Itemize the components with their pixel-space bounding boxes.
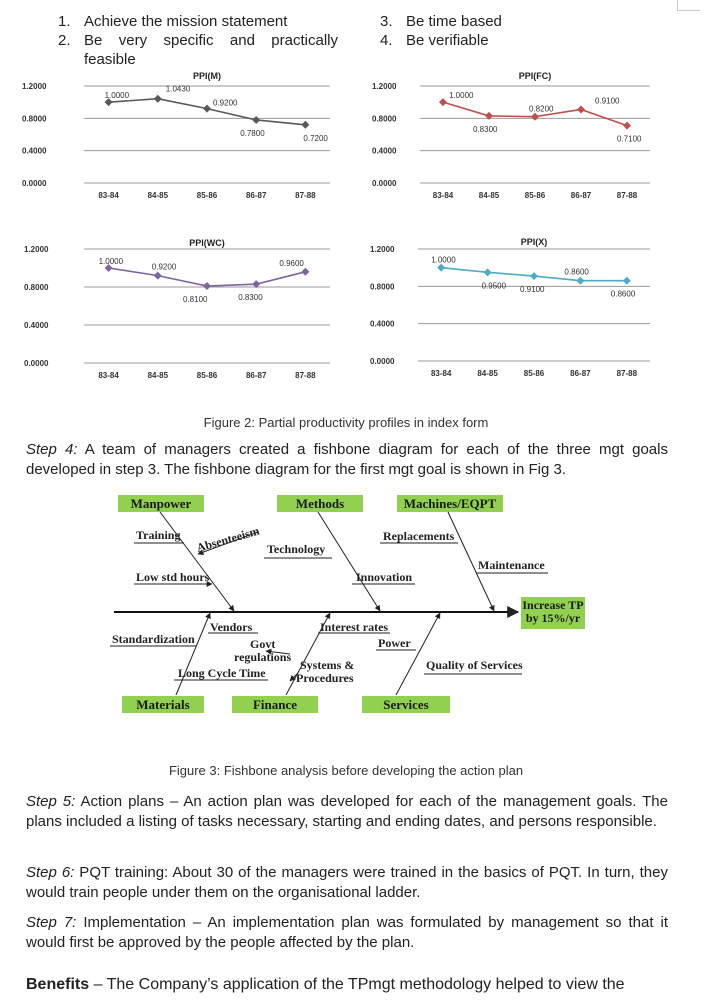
- list-item: 4. Be verifiable: [380, 32, 489, 49]
- data-label: 1.0430: [165, 84, 191, 94]
- ppi-charts: [0, 64, 720, 394]
- y-tick-label: 0.0000: [372, 179, 397, 188]
- data-label: 0.8600: [564, 267, 589, 277]
- step7-label: Step 7:: [26, 914, 77, 931]
- cause-long-cycle-time: Long Cycle Time: [178, 666, 266, 680]
- criteria-list-left: [58, 12, 348, 69]
- data-point: [439, 98, 447, 106]
- step6-text: PQT training: About 30 of the managers were trained in the basics of PQT. In turn, they would train people under them on the organisational ladder.: [26, 864, 668, 901]
- cause-quality-of-services: Quality of Services: [426, 658, 523, 672]
- data-label: 0.7200: [303, 133, 328, 143]
- y-tick-label: 0.0000: [22, 179, 47, 188]
- cause-systems: Systems &: [300, 658, 355, 672]
- data-point: [203, 105, 211, 113]
- x-tick-label: 85-86: [196, 191, 218, 200]
- y-tick-label: 0.4000: [24, 321, 49, 330]
- cause-technology: Technology: [267, 542, 326, 556]
- category-finance: Finance: [252, 697, 298, 712]
- cause-absenteeism: Absenteeism: [194, 523, 261, 555]
- cause-procedures: Procedures: [296, 671, 354, 685]
- bone-services: [396, 613, 440, 695]
- data-label: 0.9200: [213, 98, 238, 108]
- figure3-caption: Figure 3: Fishbone analysis before developing the action plan: [168, 763, 524, 778]
- step4-label: Step 4:: [26, 441, 78, 458]
- y-tick-label: 1.2000: [22, 82, 47, 91]
- cause-regulations: regulations: [234, 650, 292, 664]
- figure2-caption: Figure 2: Partial productivity profiles in index form: [203, 415, 489, 430]
- effect-line1: Increase TP: [522, 598, 584, 612]
- step7-paragraph: [26, 913, 668, 953]
- x-tick-label: 87-88: [616, 369, 638, 378]
- y-tick-label: 0.4000: [370, 319, 395, 329]
- step7-text: Implementation – An implementation plan was formulated by management so that it would first be approved by the people affected by the plan.: [26, 914, 668, 951]
- data-label: 1.0000: [449, 91, 474, 101]
- page-corner-mark: [677, 0, 700, 11]
- x-tick-label: 87-88: [295, 371, 316, 380]
- criteria-list-right: [380, 12, 580, 50]
- cause-govt: Govt: [250, 637, 276, 651]
- benefits-text: – The Company’s application of the TPmgt methodology helped to view the: [89, 976, 625, 993]
- x-tick-label: 84-85: [147, 371, 169, 380]
- benefits-paragraph: [26, 975, 668, 995]
- data-label: 0.8200: [529, 104, 554, 114]
- step6-label: Step 6:: [26, 864, 75, 881]
- data-label: 1.0000: [431, 255, 456, 265]
- y-tick-label: 0.4000: [372, 146, 397, 156]
- benefits-label: Benefits: [26, 976, 90, 993]
- cause-standardization: Standardization: [112, 632, 195, 646]
- step6-paragraph: [26, 863, 668, 903]
- category-services: Services: [383, 697, 429, 712]
- chart-title: PPI(WC): [189, 238, 225, 248]
- category-machines-eqpt: Machines/EQPT: [403, 496, 497, 511]
- x-tick-label: 85-86: [196, 371, 218, 380]
- data-label: 0.7100: [617, 134, 642, 144]
- x-tick-label: 84-85: [478, 191, 500, 200]
- x-tick-label: 83-84: [430, 369, 452, 378]
- y-tick-label: 0.4000: [22, 146, 47, 156]
- y-tick-label: 0.8000: [372, 114, 397, 124]
- cause-training: Training: [136, 528, 181, 542]
- data-label: 0.7800: [240, 128, 265, 138]
- bone-manpower: [160, 512, 234, 611]
- y-tick-label: 0.0000: [370, 357, 395, 366]
- data-label: 0.8300: [473, 124, 498, 134]
- category-methods: Methods: [295, 496, 345, 511]
- list-item: 2. Be very specific and practically feasible: [58, 32, 338, 68]
- data-label: 1.0000: [104, 91, 130, 101]
- x-tick-label: 83-84: [98, 371, 119, 380]
- category-manpower: Manpower: [130, 496, 192, 511]
- chart-title: PPI(M): [193, 71, 221, 81]
- y-tick-label: 1.2000: [24, 245, 49, 254]
- cause-low-std-hours: Low std hours: [136, 570, 210, 584]
- data-point: [623, 277, 631, 285]
- step5-label: Step 5:: [26, 793, 76, 810]
- x-tick-label: 83-84: [432, 191, 454, 200]
- data-point: [437, 264, 445, 272]
- cause-replacements: Replacements: [383, 529, 455, 543]
- y-tick-label: 0.8000: [24, 283, 49, 292]
- y-tick-label: 0.0000: [24, 359, 49, 368]
- fishbone-diagram: [0, 488, 720, 720]
- data-point: [531, 113, 539, 121]
- x-tick-label: 84-85: [147, 191, 169, 200]
- x-tick-label: 85-86: [523, 369, 545, 378]
- data-point: [301, 121, 309, 129]
- data-label: 0.9200: [151, 262, 177, 272]
- data-point: [154, 95, 162, 103]
- y-tick-label: 0.8000: [22, 114, 47, 124]
- data-point: [203, 282, 211, 290]
- x-tick-label: 87-88: [616, 191, 638, 200]
- x-tick-label: 86-87: [570, 369, 591, 378]
- cause-vendors: Vendors: [210, 620, 253, 634]
- data-point: [484, 268, 492, 276]
- cause-interest-rates: Interest rates: [320, 620, 389, 634]
- x-tick-label: 85-86: [524, 191, 546, 200]
- x-tick-label: 86-87: [245, 371, 267, 380]
- cause-maintenance: Maintenance: [478, 558, 545, 572]
- x-tick-label: 84-85: [477, 369, 498, 378]
- chart-title: PPI(FC): [518, 71, 552, 81]
- data-point: [623, 122, 631, 130]
- list-item: 1. Achieve the mission statement: [58, 13, 288, 30]
- list-item: 3. Be time based: [380, 13, 502, 30]
- data-label: 1.0000: [98, 257, 124, 266]
- data-label: 0.9100: [595, 96, 620, 106]
- x-tick-label: 86-87: [570, 191, 592, 200]
- data-label: 0.8100: [183, 295, 208, 305]
- step4-text: A team of managers created a fishbone diagram for each of the three mgt goals developed in step 3. The fishbone diagram for the first mgt goal is shown in Fig 3.: [26, 441, 668, 478]
- x-tick-label: 86-87: [245, 191, 267, 200]
- chart-title: PPI(X): [520, 237, 548, 247]
- data-label: 0.8600: [610, 289, 636, 299]
- data-label: 0.9600: [279, 258, 304, 268]
- bone-materials: [176, 613, 210, 695]
- cause-innovation: Innovation: [356, 570, 413, 584]
- data-label: 0.9100: [520, 285, 545, 295]
- data-point: [252, 116, 260, 124]
- step5-text: Action plans – An action plan was developed for each of the management goals. The plans included a listing of tasks necessary, starting and ending dates, and persons responsible.: [26, 793, 668, 830]
- effect-line2: by 15%/yr: [525, 611, 581, 625]
- cause-power: Power: [378, 636, 411, 650]
- y-tick-label: 1.2000: [370, 245, 395, 254]
- data-point: [576, 277, 584, 285]
- x-tick-label: 87-88: [295, 191, 316, 200]
- data-point: [530, 272, 538, 280]
- step5-paragraph: [26, 792, 668, 832]
- x-tick-label: 83-84: [98, 191, 119, 200]
- data-label: 0.8300: [238, 293, 263, 303]
- y-tick-label: 1.2000: [372, 82, 397, 91]
- data-point: [154, 272, 162, 280]
- data-label: 0.9500: [481, 281, 507, 291]
- step4-paragraph: [26, 440, 668, 480]
- bone-methods: [318, 512, 380, 611]
- data-point: [301, 268, 309, 276]
- category-materials: Materials: [136, 697, 190, 712]
- y-tick-label: 0.8000: [370, 282, 395, 292]
- data-point: [577, 105, 585, 113]
